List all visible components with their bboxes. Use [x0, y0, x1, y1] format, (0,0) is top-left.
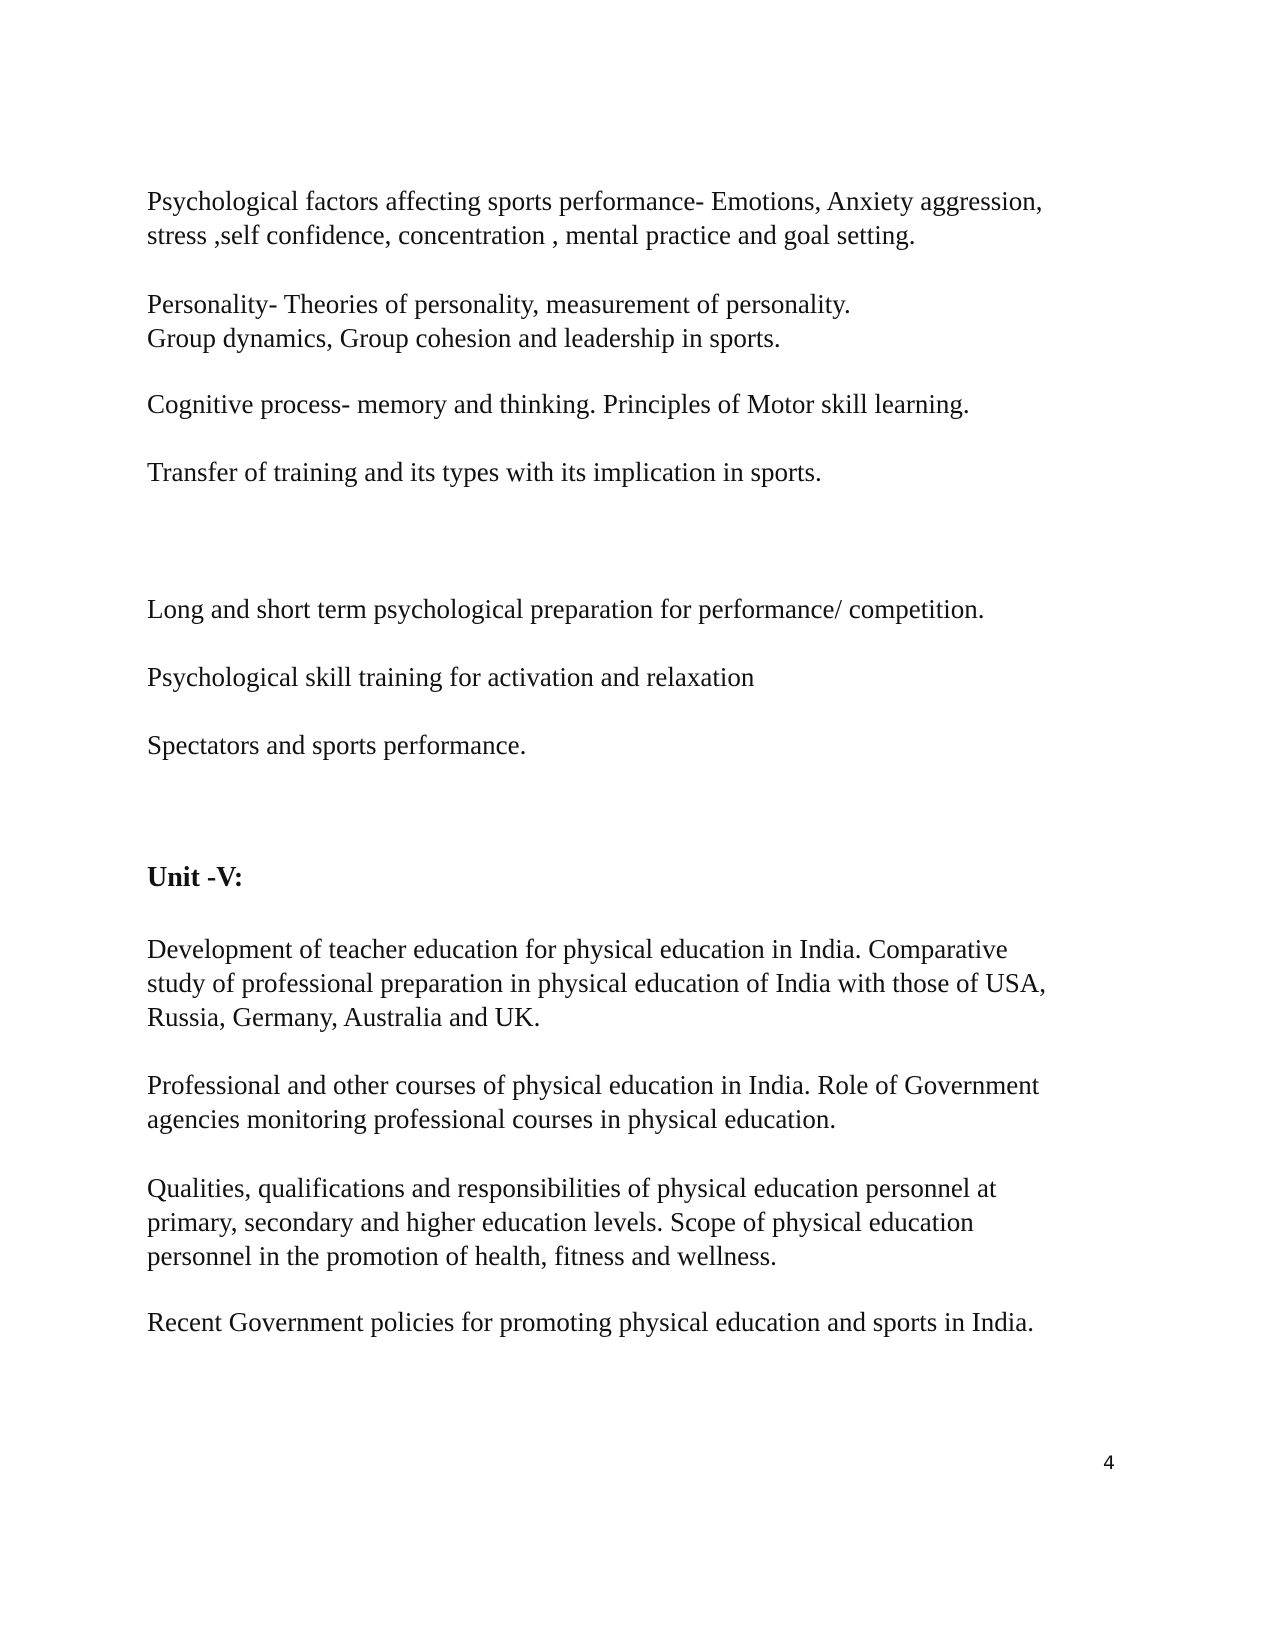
paragraph-line: Qualities, qualifications and responsibilities of physical education personnel at: [147, 1173, 997, 1203]
paragraph-line: agencies monitoring professional courses in physical education.: [147, 1104, 837, 1134]
paragraph-line: study of professional preparation in physical education of India with those of USA,: [147, 968, 1047, 998]
paragraph-psychological-preparation: [147, 592, 1119, 626]
paragraph-line: Personality- Theories of personality, measurement of personality.: [147, 289, 851, 319]
paragraph-personality: [147, 287, 1119, 355]
paragraph-line: personnel in the promotion of health, fitness and wellness.: [147, 1241, 777, 1271]
paragraph-qualities: [147, 1171, 1119, 1273]
paragraph-spectators: [147, 728, 1119, 762]
paragraph-professional-courses: [147, 1068, 1119, 1136]
page-number: 4: [1103, 1452, 1116, 1474]
paragraph-line: Recent Government policies for promoting physical education and sports in India.: [147, 1307, 1035, 1337]
paragraph-line: Cognitive process- memory and thinking. Principles of Motor skill learning.: [147, 389, 970, 419]
paragraph-cognitive-process: [147, 387, 1119, 421]
paragraph-line: stress ,self confidence, concentration , mental practice and goal setting.: [147, 220, 916, 250]
paragraph-line: Long and short term psychological preparation for performance/ competition.: [147, 594, 985, 624]
paragraph-line: Spectators and sports performance.: [147, 730, 527, 760]
paragraph-line: Russia, Germany, Australia and UK.: [147, 1002, 541, 1032]
paragraph-line: Development of teacher education for physical education in India. Comparative: [147, 934, 1008, 964]
paragraph-line: Professional and other courses of physical education in India. Role of Government: [147, 1070, 1040, 1100]
paragraph-line: Psychological skill training for activation and relaxation: [147, 662, 755, 692]
paragraph-skill-training: [147, 660, 1119, 694]
paragraph-transfer-of-training: [147, 455, 1119, 489]
paragraph-government-policies: [147, 1305, 1119, 1339]
paragraph-line: Transfer of training and its types with its implication in sports.: [147, 457, 822, 487]
paragraph-line: Psychological factors affecting sports performance- Emotions, Anxiety aggression,: [147, 186, 1043, 216]
paragraph-line: Group dynamics, Group cohesion and leadership in sports.: [147, 323, 781, 353]
paragraph-line: primary, secondary and higher education levels. Scope of physical education: [147, 1207, 974, 1237]
paragraph-teacher-education: [147, 932, 1119, 1034]
paragraph-psychological-factors: [147, 184, 1119, 252]
unit-heading: Unit -V:: [147, 862, 244, 893]
